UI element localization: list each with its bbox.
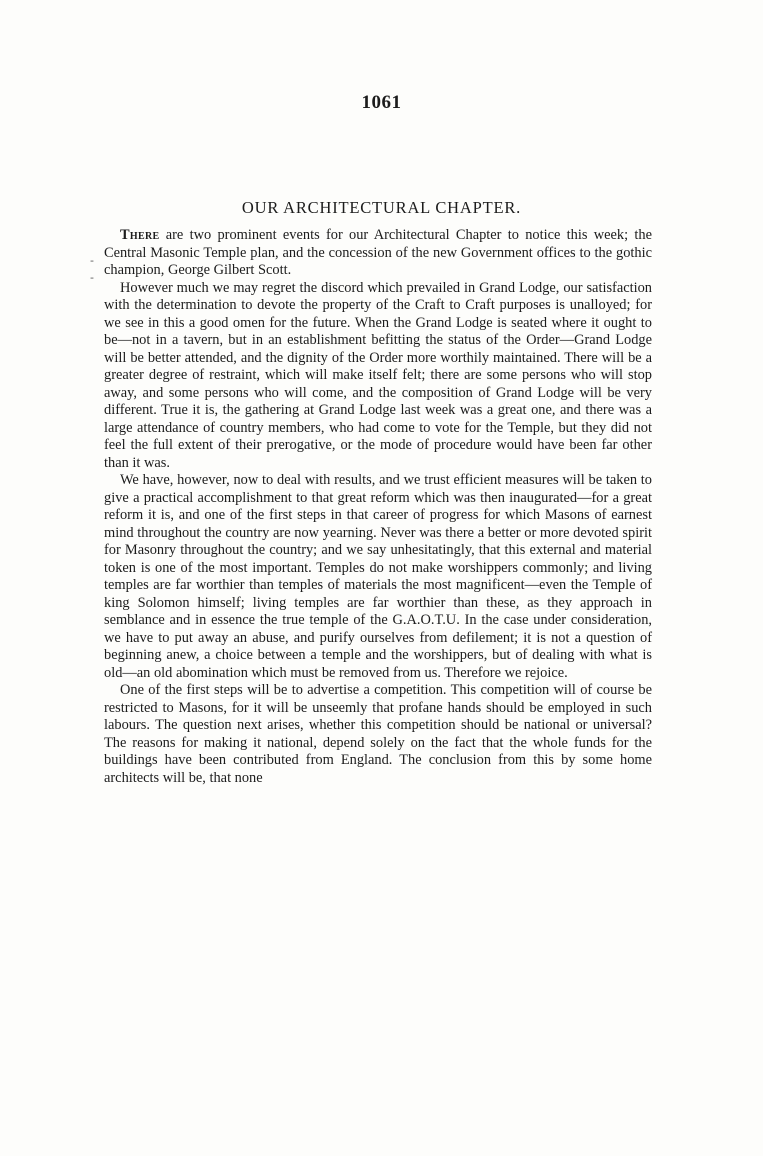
margin-mark: - bbox=[90, 271, 94, 284]
page-number: 1061 bbox=[361, 92, 402, 113]
paragraph-text: However much we may regret the discord which prevailed in Grand Lodge, our satisfaction with the determination to devote the property of the Craft to Craft purposes is unalloyed; for we see in this a good omen for the future. When the Grand Lodge is seated where it ought to be—not in a tavern, but in an establishment befitting the status of the Order—Grand Lodge will be better attended, and the dignity of the Order more worthily maintained. There will be a greater degree of restraint, which will make itself felt; there are some persons who will stop away, and some persons who will come, and the composition of Grand Lodge will be very different. True it is, the gathering at Grand Lodge last week was a great one, and there was a large attendance of country members, who had come to vote for the Temple, but they did not feel the full extent of their prerogative, or the mode of procedure would have been far other than it was. bbox=[104, 279, 652, 471]
margin-mark: - bbox=[90, 254, 94, 267]
article-body bbox=[104, 227, 652, 787]
paragraph bbox=[104, 682, 652, 787]
paragraph bbox=[104, 472, 652, 682]
lead-word: There bbox=[120, 227, 160, 243]
paragraph-text: are two prominent events for our Architectural Chapter to notice this week; the Central Masonic Temple plan, and the concession of the new Government offices to the gothic champion, George Gilbert Scott. bbox=[104, 227, 652, 278]
paragraph bbox=[104, 280, 652, 473]
paragraph bbox=[104, 227, 652, 280]
paragraph-text: We have, however, now to deal with results, and we trust efficient measures will be taken to give a practical accomplishment to that great reform which was then inaugurated—for a great reform it is, and one of the first steps in that career of progress for which Masons of earnest mind throughout the country are now yearning. Never was there a better or more devoted spirit for Masonry throughout the country; and we say unhesitatingly, that this external and material token is one of the most important. Temples do not make worshippers commonly; and living temples are far worthier than temples of materials the most magnificent—even the Temple of king Solomon himself; living temples are far worthier than these, as they approach in semblance and in essence the true temple of the G.A.O.T.U. In the case under consideration, we have to put away an abuse, and purify ourselves from defilement; it is not a question of beginning anew, a choice between a temple and the worshippers, but of dealing with what is old—an old abomination which must be removed from us. Therefore we rejoice. bbox=[104, 472, 652, 681]
chapter-title: OUR ARCHITECTURAL CHAPTER. bbox=[241, 198, 522, 217]
paragraph-text: One of the first steps will be to advertise a competition. This competition will of course be restricted to Masons, for it will be unseemly that profane hands should be employed in such labours. The question next arises, whether this competition should be national or universal? The reasons for making it national, depend solely on the fact that the whole funds for the buildings have been contributed from England. The conclusion from this by some home architects will be, that none bbox=[104, 682, 652, 786]
